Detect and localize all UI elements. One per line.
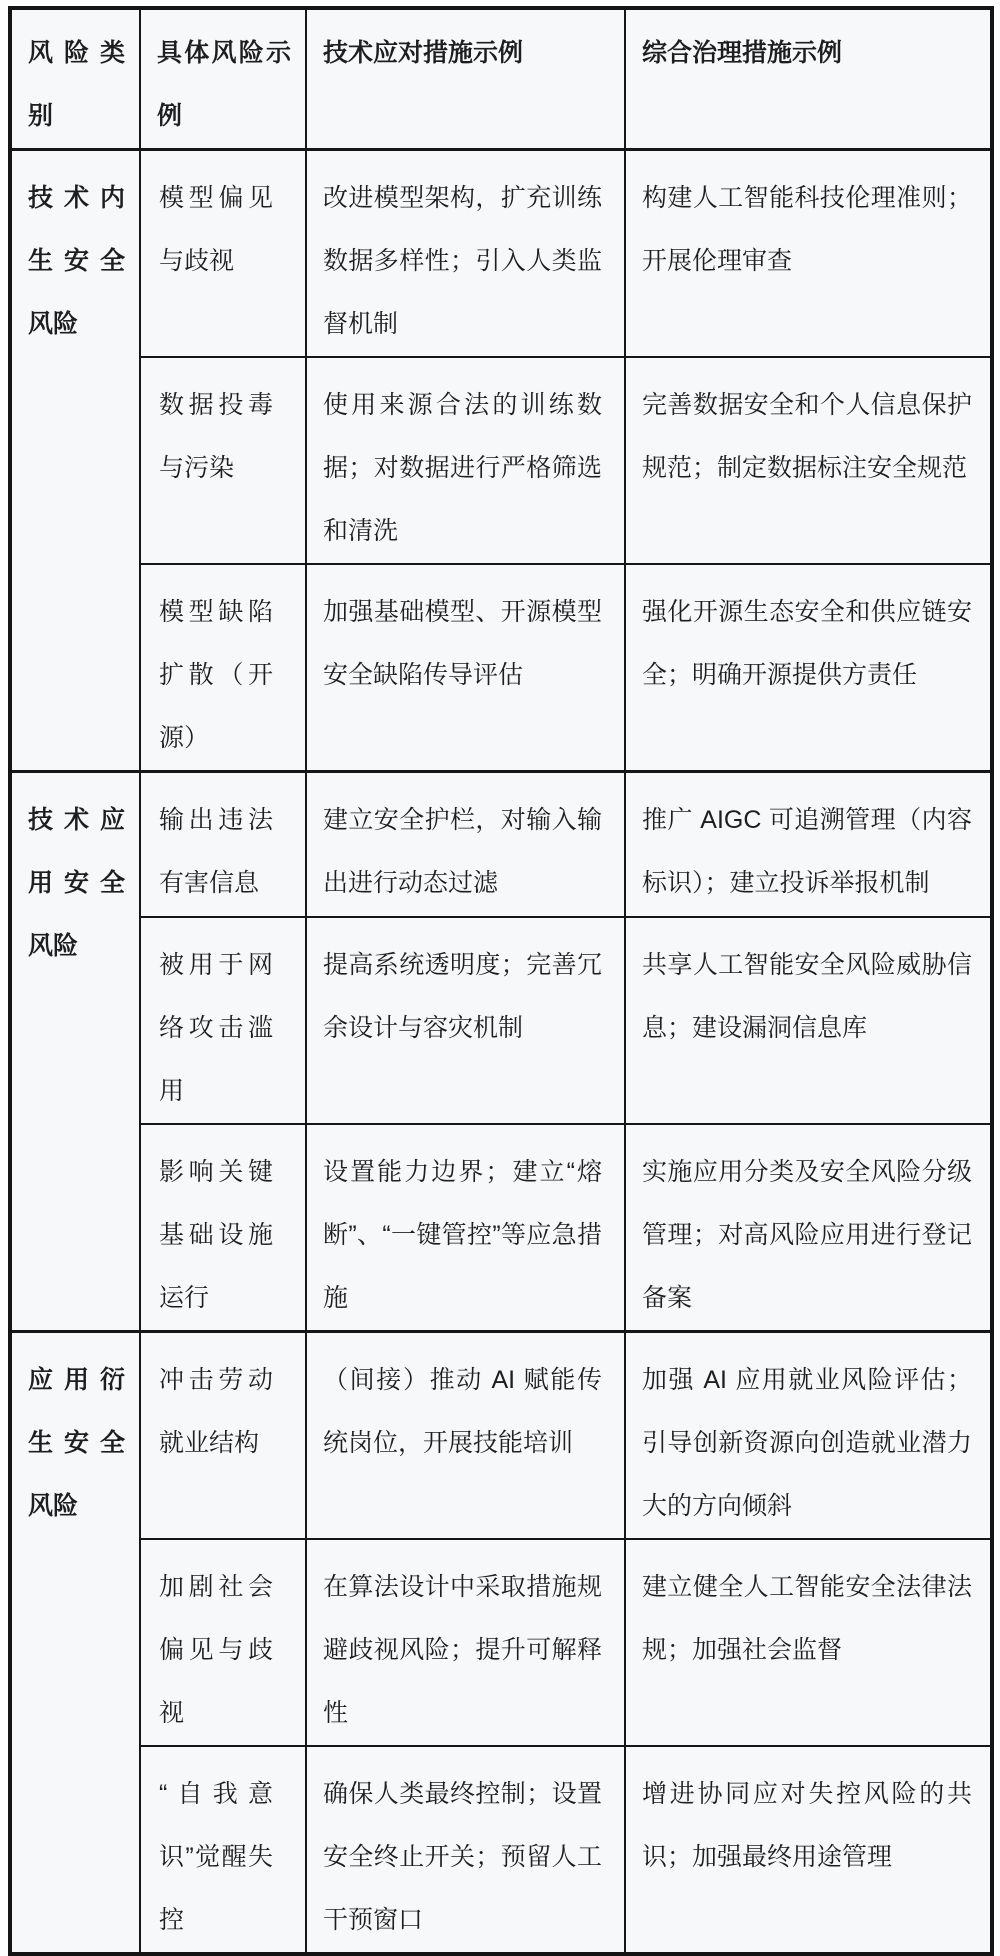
governance-measures-cell: 实施应用分类及安全风险分级管理；对高风险应用进行登记备案 bbox=[625, 1124, 992, 1332]
category-cell-application: 技术应用安全风险 bbox=[10, 772, 140, 1332]
technical-measures-cell: 设置能力边界；建立“熔断”、“一键管控”等应急措施 bbox=[306, 1124, 625, 1332]
risk-cell: 被用于网络攻击滥用 bbox=[140, 917, 306, 1124]
table-row bbox=[10, 564, 992, 772]
table-row bbox=[10, 917, 992, 1124]
technical-measures-cell: （间接）推动 AI 赋能传统岗位，开展技能培训 bbox=[306, 1331, 625, 1539]
governance-measures-cell: 强化开源生态安全和供应链安全；明确开源提供方责任 bbox=[625, 564, 992, 772]
table-row bbox=[10, 1124, 992, 1332]
governance-measures-cell: 共享人工智能安全风险威胁信息；建设漏洞信息库 bbox=[625, 917, 992, 1124]
header-specific-risk: 具体风险示例 bbox=[140, 8, 306, 150]
table-row bbox=[10, 1331, 992, 1539]
table-row bbox=[10, 1539, 992, 1746]
governance-measures-cell: 推广 AIGC 可追溯管理（内容标识）；建立投诉举报机制 bbox=[625, 772, 992, 917]
technical-measures-cell: 提高系统透明度；完善冗余设计与容灾机制 bbox=[306, 917, 625, 1124]
table-row bbox=[10, 772, 992, 917]
technical-measures-cell: 改进模型架构，扩充训练数据多样性；引入人类监督机制 bbox=[306, 150, 625, 358]
governance-measures-cell: 完善数据安全和个人信息保护规范；制定数据标注安全规范 bbox=[625, 357, 992, 564]
risk-cell: 冲击劳动就业结构 bbox=[140, 1331, 306, 1539]
header-technical-measures: 技术应对措施示例 bbox=[306, 8, 625, 150]
document-page bbox=[0, 6, 1000, 1934]
risk-cell: 模型偏见与歧视 bbox=[140, 150, 306, 358]
technical-measures-cell: 建立安全护栏，对输入输出进行动态过滤 bbox=[306, 772, 625, 917]
risk-cell: 模型缺陷扩散（开源） bbox=[140, 564, 306, 772]
table-row bbox=[10, 150, 992, 358]
risk-cell: 加剧社会偏见与歧视 bbox=[140, 1539, 306, 1746]
technical-measures-cell: 使用来源合法的训练数据；对数据进行严格筛选和清洗 bbox=[306, 357, 625, 564]
governance-measures-cell: 构建人工智能科技伦理准则；开展伦理审查 bbox=[625, 150, 992, 358]
header-governance-measures: 综合治理措施示例 bbox=[625, 8, 992, 150]
ai-risk-table bbox=[8, 6, 994, 1956]
governance-measures-cell: 建立健全人工智能安全法律法规；加强社会监督 bbox=[625, 1539, 992, 1746]
governance-measures-cell: 增进协同应对失控风险的共识；加强最终用途管理 bbox=[625, 1746, 992, 1954]
technical-measures-cell: 确保人类最终控制；设置安全终止开关；预留人工干预窗口 bbox=[306, 1746, 625, 1954]
category-cell-derived: 应用衍生安全风险 bbox=[10, 1331, 140, 1954]
table-row bbox=[10, 1746, 992, 1954]
risk-cell: 数据投毒与污染 bbox=[140, 357, 306, 564]
risk-cell: 输出违法有害信息 bbox=[140, 772, 306, 917]
header-risk-category: 风险类别 bbox=[10, 8, 140, 150]
table-header-row bbox=[10, 8, 992, 150]
technical-measures-cell: 加强基础模型、开源模型安全缺陷传导评估 bbox=[306, 564, 625, 772]
risk-cell: “自我意识”觉醒失控 bbox=[140, 1746, 306, 1954]
risk-cell: 影响关键基础设施运行 bbox=[140, 1124, 306, 1332]
technical-measures-cell: 在算法设计中采取措施规避歧视风险；提升可解释性 bbox=[306, 1539, 625, 1746]
category-cell-intrinsic: 技术内生安全风险 bbox=[10, 150, 140, 772]
table-row bbox=[10, 357, 992, 564]
governance-measures-cell: 加强 AI 应用就业风险评估；引导创新资源向创造就业潜力大的方向倾斜 bbox=[625, 1331, 992, 1539]
